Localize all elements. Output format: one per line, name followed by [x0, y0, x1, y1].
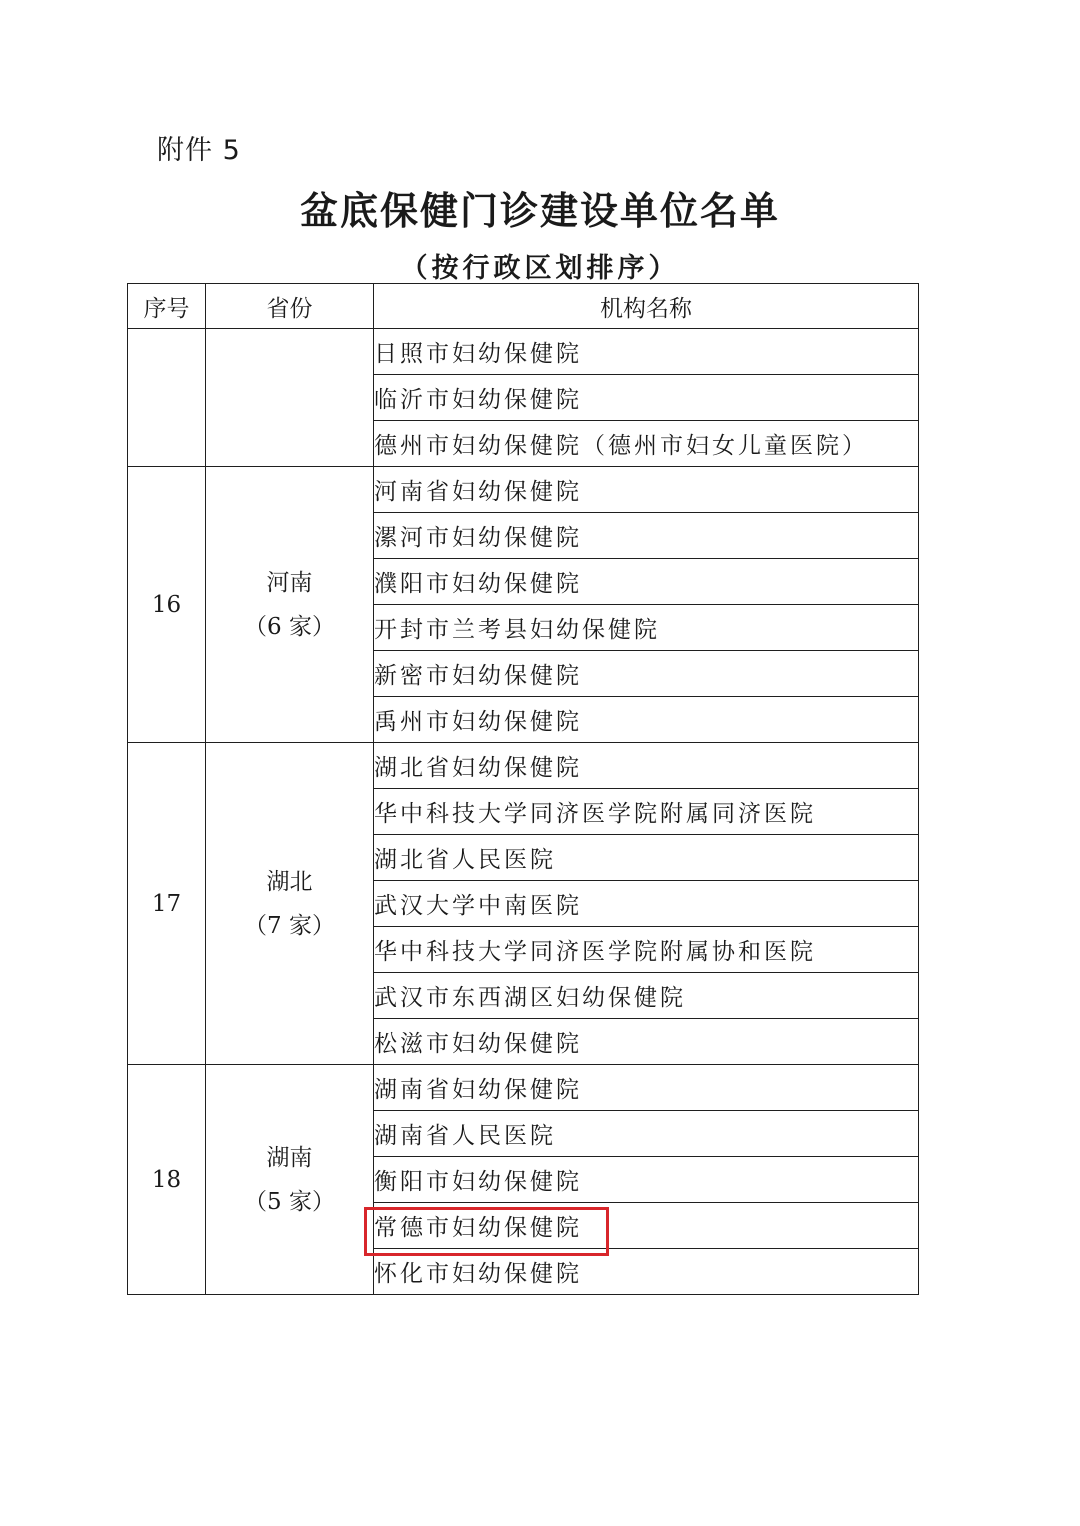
highlight-box — [364, 1207, 609, 1256]
institution-table — [127, 283, 919, 1295]
institution-cell: 华中科技大学同济医学院附属同济医院 — [374, 789, 919, 835]
institution-cell: 衡阳市妇幼保健院 — [374, 1157, 919, 1203]
institution-cell: 湖南省人民医院 — [374, 1111, 919, 1157]
column-header-province: 省份 — [206, 284, 374, 329]
institution-cell: 湖北省妇幼保健院 — [374, 743, 919, 789]
institution-cell: 禹州市妇幼保健院 — [374, 697, 919, 743]
institution-cell: 濮阳市妇幼保健院 — [374, 559, 919, 605]
institution-cell: 新密市妇幼保健院 — [374, 651, 919, 697]
institution-cell: 日照市妇幼保健院 — [374, 329, 919, 375]
province-count: （7 家） — [244, 912, 335, 939]
column-header-seq: 序号 — [128, 284, 206, 329]
table-row — [128, 329, 919, 375]
attachment-label: 附件 5 — [157, 135, 241, 166]
table-row — [128, 1065, 919, 1111]
seq-cell — [128, 329, 206, 467]
institution-cell: 武汉市东西湖区妇幼保健院 — [374, 973, 919, 1019]
institution-cell: 临沂市妇幼保健院 — [374, 375, 919, 421]
province-cell — [206, 743, 374, 1065]
institution-cell: 德州市妇幼保健院（德州市妇女儿童医院） — [374, 421, 919, 467]
province-name: 河南 — [266, 569, 313, 596]
province-name: 湖南 — [266, 1144, 313, 1171]
table-row — [128, 467, 919, 513]
institution-cell: 湖北省人民医院 — [374, 835, 919, 881]
institution-cell: 河南省妇幼保健院 — [374, 467, 919, 513]
institution-cell: 松滋市妇幼保健院 — [374, 1019, 919, 1065]
table-header-row — [128, 284, 919, 329]
seq-cell: 17 — [128, 743, 206, 1065]
institution-cell-highlighted: 常德市妇幼保健院 — [374, 1203, 919, 1249]
institution-cell: 怀化市妇幼保健院 — [374, 1249, 919, 1295]
province-cell — [206, 467, 374, 743]
province-count: （5 家） — [244, 1188, 335, 1215]
column-header-institution: 机构名称 — [374, 284, 919, 329]
seq-cell: 18 — [128, 1065, 206, 1295]
document-subtitle: （按行政区划排序） — [400, 253, 680, 284]
province-cell — [206, 1065, 374, 1295]
institution-cell: 湖南省妇幼保健院 — [374, 1065, 919, 1111]
province-cell — [206, 329, 374, 467]
seq-cell: 16 — [128, 467, 206, 743]
institution-cell: 武汉大学中南医院 — [374, 881, 919, 927]
document-title: 盆底保健门诊建设单位名单 — [299, 189, 780, 233]
institution-cell: 华中科技大学同济医学院附属协和医院 — [374, 927, 919, 973]
institution-cell: 漯河市妇幼保健院 — [374, 513, 919, 559]
table-row — [128, 743, 919, 789]
province-count: （6 家） — [244, 613, 335, 640]
institution-cell: 开封市兰考县妇幼保健院 — [374, 605, 919, 651]
province-name: 湖北 — [266, 868, 313, 895]
